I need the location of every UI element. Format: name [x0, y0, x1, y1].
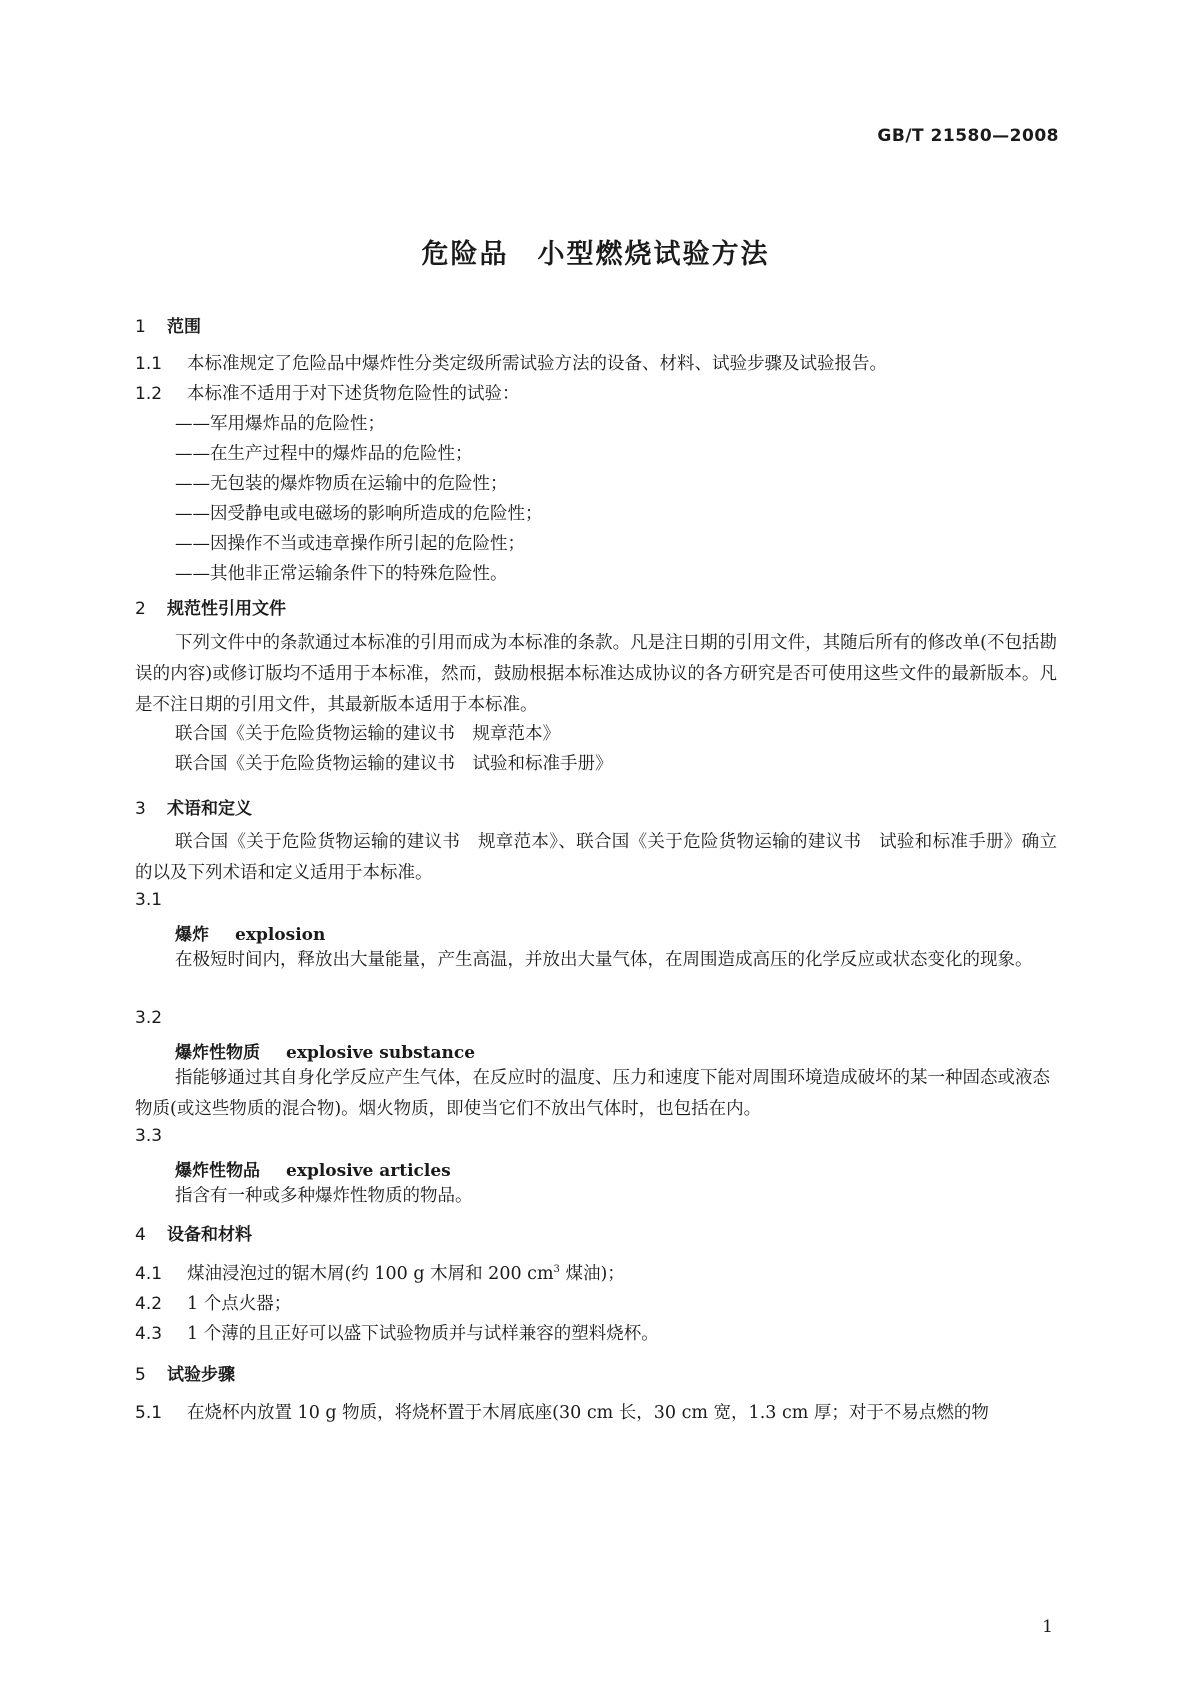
- clause-number: 4.1: [135, 1264, 163, 1284]
- page-number: 1: [1042, 1617, 1053, 1637]
- term-definition: 在极短时间内，释放出大量能量，产生高温，并放出大量气体，在周围造成高压的化学反应或状态变化的现象。: [175, 950, 1033, 970]
- term-heading: [175, 920, 325, 945]
- section-number: 3: [135, 799, 146, 819]
- section-heading-4: [135, 1220, 252, 1245]
- term-cn: 爆炸: [175, 925, 209, 945]
- list-item: ——因操作不当或违章操作所引起的危险性；: [175, 534, 525, 554]
- clause-number: 1.1: [135, 354, 163, 374]
- list-item: ——无包装的爆炸物质在运输中的危险性；: [175, 474, 508, 494]
- reference-2: 联合国《关于危险货物运输的建议书 试验和标准手册》: [175, 754, 613, 774]
- clause-text: 1 个薄的且正好可以盛下试验物质并与试样兼容的塑料烧杯。: [187, 1324, 659, 1344]
- section-number: 5: [135, 1365, 146, 1385]
- clause-text: 煤油)；: [559, 1264, 625, 1284]
- term-heading: [175, 1156, 451, 1181]
- term-definition: 指能够通过其自身化学反应产生气体，在反应时的温度、压力和速度下能对周围环境造成破坏的某一种固态或液态物质(或这些物质的混合物)。烟火物质，即使当它们不放出气体时，也包括在内。: [135, 1068, 1050, 1119]
- clause-number: 4.2: [135, 1294, 163, 1314]
- section-heading-3: [135, 794, 252, 819]
- superscript: 3: [553, 1264, 560, 1276]
- clause-text: 煤油浸泡过的锯木屑(约 100 g 木屑和 200 cm: [187, 1264, 554, 1284]
- list-item: ——在生产过程中的爆炸品的危险性；: [175, 444, 473, 464]
- clause-text: 在烧杯内放置 10 g 物质，将烧杯置于木屑底座(30 cm 长，30 cm 宽，1.3 cm 厚；对于不易点燃的物: [187, 1403, 989, 1423]
- section-heading-5: [135, 1360, 235, 1385]
- reference-1: 联合国《关于危险货物运输的建议书 规章范本》: [175, 724, 560, 744]
- section-title: 试验步骤: [167, 1365, 235, 1385]
- term-heading: [175, 1038, 475, 1063]
- section-title: 术语和定义: [167, 799, 252, 819]
- paragraph: 联合国《关于危险货物运输的建议书 规章范本》、联合国《关于危险货物运输的建议书 试验和标准手册》确立的以及下列术语和定义适用于本标准。: [135, 832, 1057, 883]
- clause-number: 4.3: [135, 1324, 163, 1344]
- section-heading-2: [135, 594, 286, 619]
- list-item: ——军用爆炸品的危险性；: [175, 414, 385, 434]
- term-number: 3.2: [135, 1008, 163, 1028]
- clause-number: 5.1: [135, 1403, 163, 1423]
- term-cn: 爆炸性物品: [175, 1161, 260, 1181]
- list-item: ——其他非正常运输条件下的特殊危险性。: [175, 564, 508, 584]
- standard-code: GB/T 21580—2008: [877, 126, 1059, 146]
- section-heading-1: [135, 312, 201, 337]
- clause-4-2: [135, 1290, 291, 1315]
- clause-text: 本标准不适用于对下述货物危险性的试验：: [187, 384, 520, 404]
- term-cn: 爆炸性物质: [175, 1043, 260, 1063]
- section-number: 4: [135, 1225, 146, 1245]
- section-number: 2: [135, 599, 146, 619]
- clause-4-1: [135, 1260, 625, 1285]
- clause-5-1: [135, 1399, 989, 1424]
- list-item: ——因受静电或电磁场的影响所造成的危险性；: [175, 504, 543, 524]
- clause-text: 1 个点火器；: [187, 1294, 292, 1314]
- paragraph: 下列文件中的条款通过本标准的引用而成为本标准的条款。凡是注日期的引用文件，其随后所有的修改单(不包括勘误的内容)或修订版均不适用于本标准，然而，鼓励根据本标准达成协议的各方研究是否可使用这些文件的最新版本。凡是不注日期的引用文件，其最新版本适用于本标准。: [135, 633, 1057, 715]
- clause-4-3: [135, 1320, 659, 1345]
- clause-1-2: [135, 380, 520, 405]
- term-en: explosive articles: [286, 1161, 451, 1181]
- document-title: 危险品 小型燃烧试验方法: [421, 239, 770, 270]
- term-number: 3.1: [135, 890, 163, 910]
- section-title: 规范性引用文件: [167, 599, 286, 619]
- term-definition: 指含有一种或多种爆炸性物质的物品。: [175, 1186, 473, 1206]
- clause-number: 1.2: [135, 384, 163, 404]
- section-number: 1: [135, 317, 146, 337]
- section-title: 设备和材料: [167, 1225, 252, 1245]
- term-number: 3.3: [135, 1126, 163, 1146]
- clause-1-1: [135, 350, 887, 375]
- section-title: 范围: [167, 317, 201, 337]
- term-en: explosion: [235, 925, 326, 945]
- clause-text: 本标准规定了危险品中爆炸性分类定级所需试验方法的设备、材料、试验步骤及试验报告。: [187, 354, 887, 374]
- term-en: explosive substance: [286, 1043, 476, 1063]
